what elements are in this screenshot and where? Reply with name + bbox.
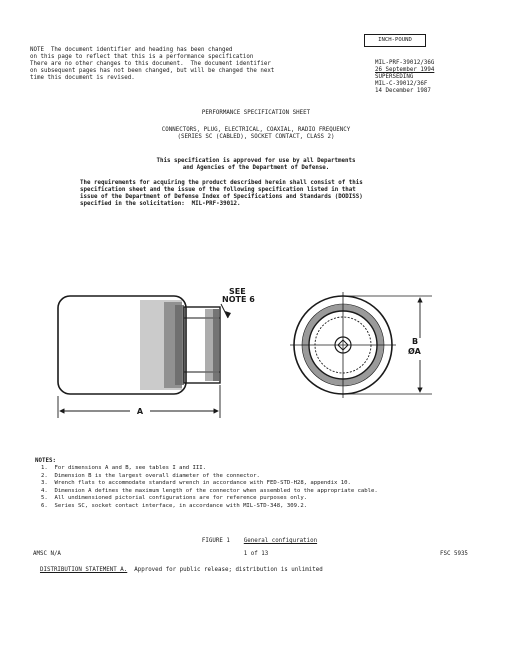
approval-line: This specification is approved for use by all Departments: [156, 158, 356, 164]
requirements-line: issue of the Department of Defense Index of Specifications and Standards (DODISS): [80, 193, 363, 200]
connector-side-view: [58, 296, 231, 418]
note-leader-line: [221, 304, 228, 318]
approval-statement: [0, 158, 512, 172]
distribution-statement: [33, 560, 323, 574]
distribution-label: DISTRIBUTION STATEMENT A.: [39, 566, 128, 573]
amsc-label: AMSC N/A: [33, 551, 61, 557]
notes-heading: NOTES:: [35, 458, 56, 464]
see-note-label-2: NOTE 6: [222, 295, 255, 304]
note-item: 5. All undimensioned pictorial configurations are for reference purposes only.: [41, 495, 308, 502]
nut-shading: [205, 309, 219, 381]
doc-date: 26 September 1994: [375, 67, 435, 73]
body-shading: [140, 300, 184, 390]
note-item: 4. Dimension A defines the maximum length of the connector when assembled to the appropriate cable.: [41, 487, 378, 494]
subtitle-line: (SERIES SC (CABLED), SOCKET CONTACT, CLASS 2): [177, 133, 335, 140]
figure-notes: [35, 458, 378, 511]
inch-pound-badge: INCH-POUND: [364, 34, 426, 47]
requirements-paragraph: [0, 180, 512, 208]
note-line: on subsequent pages has not been changed, but will be changed the next: [30, 67, 275, 74]
note-line: NOTE The document identifier and heading has been changed: [30, 47, 233, 53]
superseded-doc-date: 14 December 1987: [375, 88, 431, 94]
dimension-b-label: B: [412, 337, 419, 346]
connector-end-view: [290, 292, 432, 398]
distribution-text: Approved for public release; distribution is unlimited: [134, 566, 323, 573]
document-identifier-block: [375, 60, 434, 95]
connector-drawing: [0, 265, 512, 425]
figure-number: FIGURE 1: [201, 537, 230, 544]
note-item: 1. For dimensions A and B, see tables I and III.: [41, 465, 207, 471]
page-subtitle: [0, 127, 512, 141]
fsc-code: FSC 5935: [440, 551, 468, 557]
note-line: time this document is revised.: [30, 74, 135, 81]
note-item: 3. Wrench flats to accommodate standard wrench in accordance with FED-STD-H28, appendix 10.: [41, 480, 351, 487]
superseded-doc-number: MIL-C-39012/36F: [375, 81, 428, 87]
dimension-b-diameter-label: ØA: [408, 347, 421, 356]
doc-number: MIL-PRF-39012/36G: [375, 60, 435, 66]
figure-title: General configuration: [243, 537, 318, 544]
page-number: 1 of 13: [243, 551, 269, 557]
superseding-label: SUPERSEDING: [375, 74, 414, 80]
page-title: PERFORMANCE SPECIFICATION SHEET: [201, 110, 311, 116]
note-item: 2. Dimension B is the largest overall diameter of the connector.: [41, 472, 260, 479]
figure-caption: [0, 531, 512, 545]
requirements-line: specification sheet and the issue of the following specification listed in that: [80, 186, 356, 193]
requirements-line: The requirements for acquiring the product described herein shall consist of this: [80, 180, 363, 186]
revision-note: [30, 47, 274, 82]
see-note-label-1: SEE: [229, 287, 246, 296]
subtitle-line: CONNECTORS, PLUG, ELECTRICAL, COAXIAL, RADIO FREQUENCY: [161, 127, 351, 133]
note-line: There are no other changes to this document. The document identifier: [30, 60, 271, 67]
dimension-a-label: A: [136, 407, 144, 416]
requirements-line: specified in the solicitation: MIL-PRF-39012.: [80, 200, 241, 207]
approval-line: and Agencies of the Department of Defense.: [182, 164, 330, 171]
note-item: 6. Series SC, socket contact interface, in accordance with MIL-STD-348, 309.2.: [41, 502, 308, 509]
note-line: on this page to reflect that this is a performance specification: [30, 53, 254, 60]
